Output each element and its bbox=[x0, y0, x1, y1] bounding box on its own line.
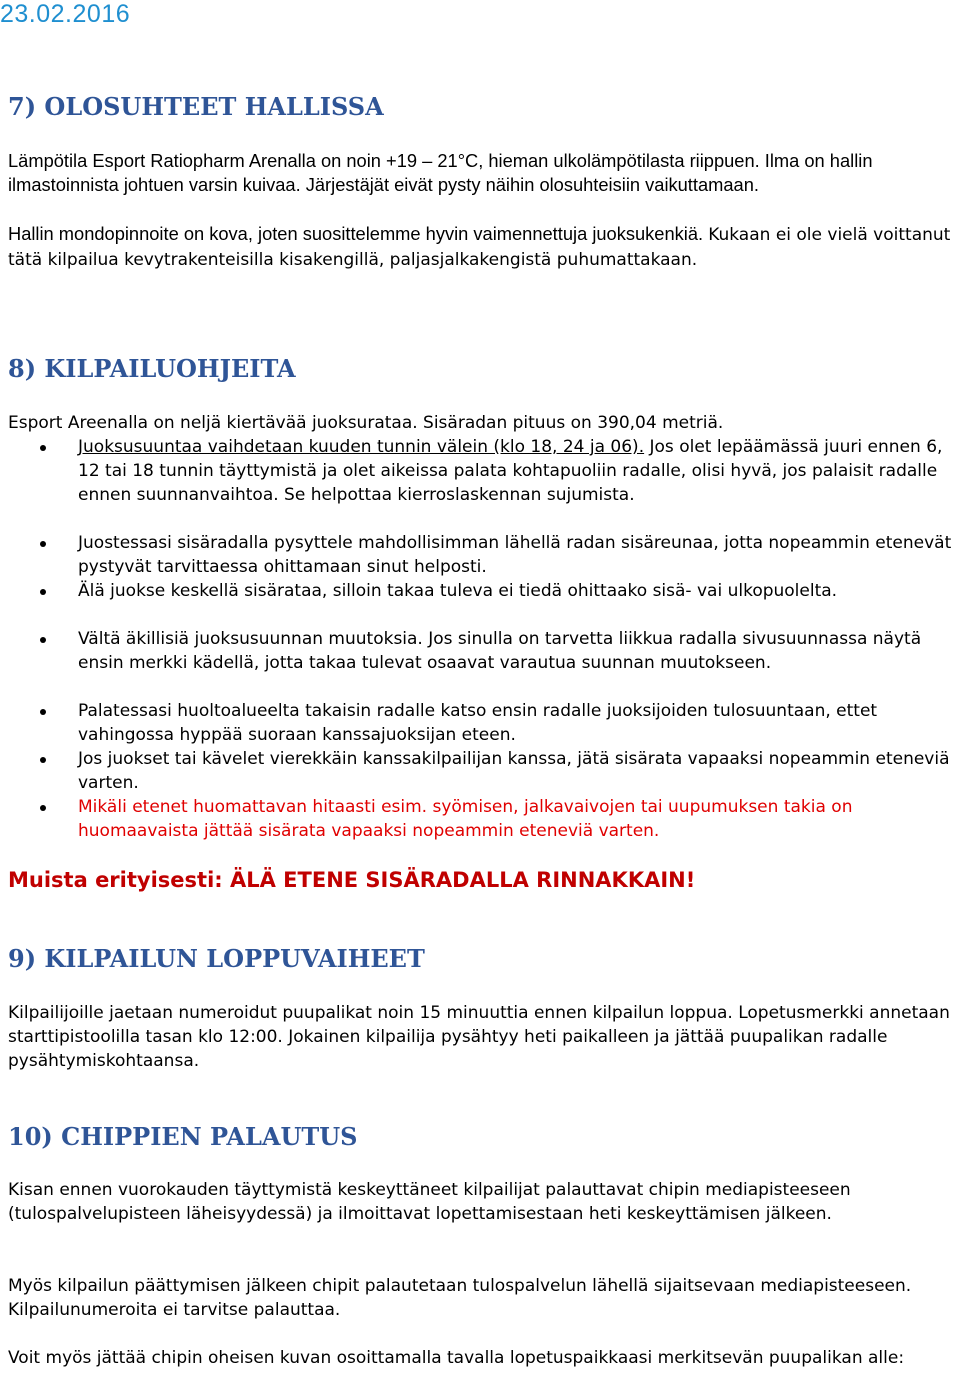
rule-2: Juostessasi sisäradalla pysyttele mahdollisimman lähellä radan sisäreunaa, jotta nopeammin etenevät pystyvät tarvittaessa ohittamaan sinut helposti. bbox=[78, 533, 952, 577]
rule-3: Älä juokse keskellä sisärataa, silloin takaa tuleva ei tiedä ohittaako sisä- vai ulkopuolelta. bbox=[78, 581, 838, 601]
bullet-icon bbox=[40, 589, 46, 595]
rule-6: Jos juokset tai kävelet vierekkäin kanssakilpailijan kanssa, jätä sisärata vapaaksi nopeammin eteneviä varten. bbox=[78, 749, 950, 793]
section-8-heading: 8) KILPAILUOHJEITA bbox=[8, 354, 296, 383]
bullet-icon bbox=[40, 445, 46, 451]
list-item bbox=[0, 795, 960, 843]
bullet-icon bbox=[40, 709, 46, 715]
section-9-paragraph-1: Kilpailijoille jaetaan numeroidut puupalikat noin 15 minuuttia ennen kilpailun loppua. Lopetusmerkki annetaan starttipistoolilla tasan klo 12:00. Jokainen kilpailija pysähtyy heti paikalleen ja jättää puupalikan radalle pysähtymiskohtaansa. bbox=[8, 1003, 950, 1071]
section-7-paragraph-1: Lämpötila Esport Ratiopharm Arenalla on noin +19 – 21°C, hieman ulkolämpötilasta riippuen. Ilma on hallin ilmastoinnista johtuen varsin kuivaa. Järjestäjät eivät pysty näihin olosuhteisiin vaikuttamaan. bbox=[8, 150, 873, 195]
bullet-icon bbox=[40, 541, 46, 547]
list-item bbox=[0, 627, 960, 699]
rule-1-underlined: Juoksusuuntaa vaihdetaan kuuden tunnin välein (klo 18, 24 ja 06). bbox=[78, 437, 645, 457]
list-item bbox=[0, 579, 960, 627]
list-item bbox=[0, 699, 960, 747]
section-10-paragraph-1: Kisan ennen vuorokauden täyttymistä keskeyttäneet kilpailijat palauttavat chipin mediapisteeseen (tulospalvelupisteen läheisyydessä) ja ilmoittavat lopettamisestaan heti keskeyttämisen jälkeen. bbox=[8, 1180, 851, 1224]
section-7-paragraph-2b: Kukaan ei ole vielä voittanut tätä kilpailua kevytrakenteisilla kisakengillä, paljasjalkakengistä puhumattakaan. bbox=[8, 225, 951, 270]
section-10-heading: 10) CHIPPIEN PALAUTUS bbox=[8, 1122, 358, 1151]
page-date: 23.02.2016 bbox=[0, 0, 131, 28]
rule-5: Palatessasi huoltoalueelta takaisin radalle katso ensin radalle juoksijoiden tulosuuntaan, ettet vahingossa hyppää suoraan kanssajuoksijan eteen. bbox=[78, 701, 878, 745]
rule-4: Vältä äkillisiä juoksusuunnan muutoksia. Jos sinulla on tarvetta liikkua radalla sivusuunnassa näytä ensin merkki kädellä, jotta takaa tulevat osaavat varautua suunnan muutokseen. bbox=[78, 629, 922, 673]
section-7-paragraph-2 bbox=[8, 222, 953, 272]
list-item bbox=[0, 747, 960, 795]
bullet-icon bbox=[40, 637, 46, 643]
rule-7: Mikäli etenet huomattavan hitaasti esim. syömisen, jalkavaivojen tai uupumuksen takia on huomaavaista jättää sisärata vapaaksi nopeammin eteneviä varten. bbox=[78, 797, 853, 841]
warning-text: Muista erityisesti: ÄLÄ ETENE SISÄRADALLA RINNAKKAIN! bbox=[8, 868, 696, 892]
section-10-paragraph-2: Myös kilpailun päättymisen jälkeen chipit palautetaan tulospalvelun lähellä sijaitsevaan mediapisteeseen. Kilpailunumeroita ei tarvitse palauttaa. bbox=[8, 1276, 912, 1320]
rule-1-rest: Jos olet lepäämässä juuri ennen 6, 12 tai 18 tunnin täyttymistä ja olet aikeissa palata kohtapuoliin radalle, olisi hyvä, jos palaisit radalle ennen suunnanvaihtoa. Se helpottaa kierroslaskennan sujumista. bbox=[78, 437, 943, 505]
section-8-intro: Esport Areenalla on neljä kiertävää juoksurataa. Sisäradan pituus on 390,04 metriä. bbox=[8, 413, 724, 433]
section-9-heading: 9) KILPAILUN LOPPUVAIHEET bbox=[8, 944, 425, 973]
section-7-heading: 7) OLOSUHTEET HALLISSA bbox=[8, 92, 384, 121]
list-item bbox=[0, 531, 960, 579]
list-item bbox=[0, 435, 960, 531]
competition-rules-list bbox=[0, 435, 960, 843]
section-7-paragraph-2a: Hallin mondopinnoite on kova, joten suosittelemme hyvin vaimennettuja juoksukenkiä. bbox=[8, 223, 704, 244]
bullet-icon bbox=[40, 805, 46, 811]
bullet-icon bbox=[40, 757, 46, 763]
section-10-paragraph-3: Voit myös jättää chipin oheisen kuvan osoittamalla tavalla lopetuspaikkaasi merkitsevän puupalikan alle: bbox=[8, 1348, 905, 1368]
